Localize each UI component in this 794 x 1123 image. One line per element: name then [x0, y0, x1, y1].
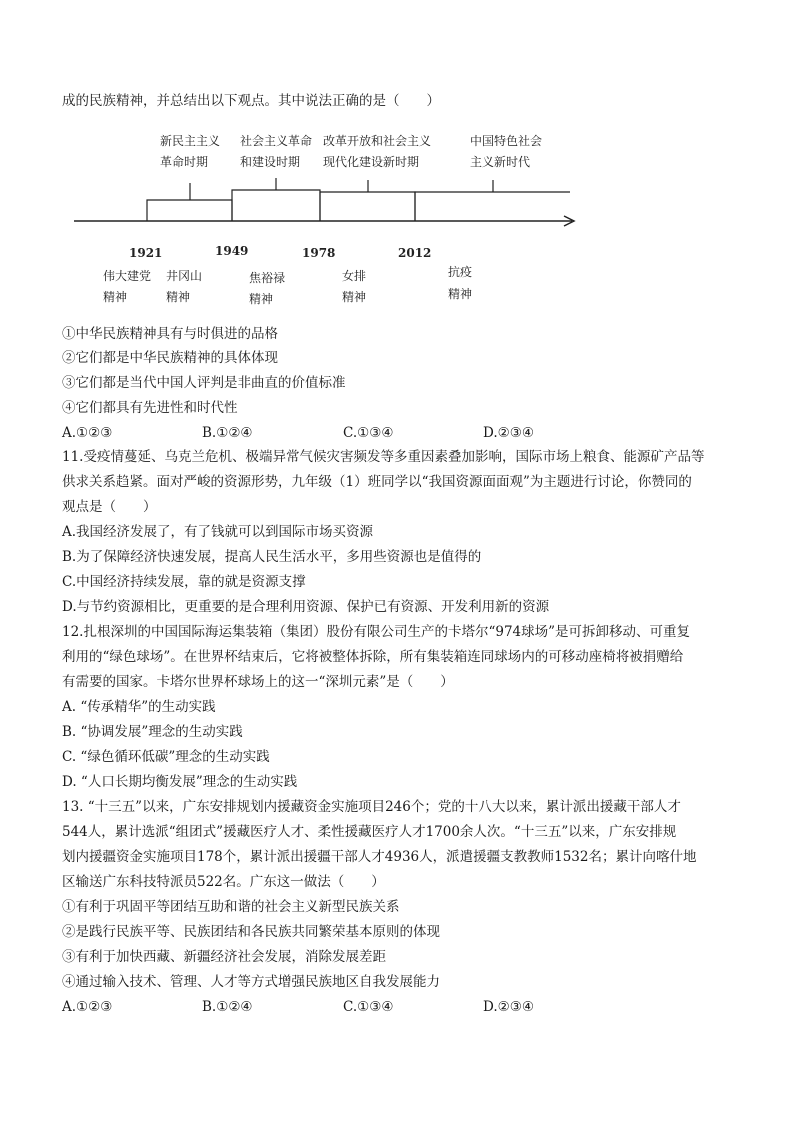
period-label-line1: 新民主主义: [160, 134, 221, 148]
year-label: 1978: [302, 246, 336, 260]
question-10-intro: 成的民族精神，并总结出以下观点。其中说法正确的是（ ）: [62, 93, 440, 109]
answer-option[interactable]: D. “人口长期均衡发展”理念的生动实践: [62, 774, 298, 790]
question-13-stem: 13. “十三五”以来，广东安排规划内援藏资金实施项目246个；党的十八大以来，累计派出援藏干部人才: [62, 799, 681, 815]
question-13-stem: 区输送广东科技特派员522名。广东这一做法（ ）: [62, 874, 385, 890]
answer-option[interactable]: A.①②③: [62, 425, 113, 441]
question-12-stem: 12.扎根深圳的中国国际海运集装箱（集团）股份有限公司生产的卡塔尔“974球场”是可拆卸移动、可重复: [62, 624, 691, 640]
question-11-stem: 11.受疫情蔓延、乌克兰危机、极端异常气候灾害频发等多重因素叠加影响，国际市场上粮食、能源矿产品等: [62, 449, 705, 465]
answer-option[interactable]: C.①③④: [343, 425, 394, 441]
question-12-stem: 有需要的国家。卡塔尔世界杯球场上的这一“深圳元素”是（ ）: [62, 674, 454, 690]
answer-option[interactable]: C. “绿色循环低碳”理念的生动实践: [62, 749, 270, 765]
year-label: 2012: [398, 246, 432, 260]
statement: ②它们都是中华民族精神的具体体现: [62, 350, 278, 366]
spirit-label-line2: 精神: [249, 292, 274, 306]
spirit-label-line1: 抗疫: [448, 265, 473, 279]
spirit-label-line2: 精神: [166, 290, 191, 304]
spirit-label-line1: 井冈山: [166, 269, 203, 283]
period-bracket-reform-opening: [320, 180, 415, 221]
answer-option[interactable]: C.①③④: [343, 999, 394, 1015]
statement: ②是践行民族平等、民族团结和各民族共同繁荣基本原则的体现: [62, 924, 440, 940]
statement: ③它们都是当代中国人评判是非曲直的价值标准: [62, 375, 346, 391]
question-11-stem: 观点是（ ）: [62, 499, 157, 515]
spirit-label-line2: 精神: [448, 287, 473, 301]
statement: ①有利于巩固平等团结互助和谐的社会主义新型民族关系: [62, 899, 400, 915]
statement: ④通过输入技术、管理、人才等方式增强民族地区自我发展能力: [62, 974, 440, 990]
period-label-line1: 改革开放和社会主义: [323, 134, 432, 148]
answer-option[interactable]: B.①②④: [202, 425, 253, 441]
spirit-label-line2: 精神: [342, 290, 367, 304]
answer-option[interactable]: B.为了保障经济快速发展，提高人民生活水平，多用些资源也是值得的: [62, 549, 482, 565]
answer-option[interactable]: C.中国经济持续发展，靠的就是资源支撑: [62, 574, 306, 590]
spirit-label-line2: 精神: [103, 290, 128, 304]
spirit-label-line1: 焦裕禄: [249, 271, 286, 285]
answer-option[interactable]: D.②③④: [483, 999, 534, 1015]
period-label-line2: 革命时期: [160, 155, 209, 169]
statement: ③有利于加快西藏、新疆经济社会发展，消除发展差距: [62, 949, 386, 965]
period-bracket-new-democratic: [147, 183, 232, 221]
period-label-line2: 和建设时期: [240, 155, 301, 169]
year-label: 1949: [215, 244, 249, 258]
answer-option[interactable]: D.②③④: [483, 425, 534, 441]
question-13-stem: 544人，累计选派“组团式”援藏医疗人才、柔性援藏医疗人才1700余人次。“十三五”以来，广东安排规: [62, 824, 677, 840]
answer-option[interactable]: A.①②③: [62, 999, 113, 1015]
answer-option[interactable]: B. “协调发展”理念的生动实践: [62, 724, 243, 740]
answer-option[interactable]: D.与节约资源相比，更重要的是合理利用资源、保护已有资源、开发利用新的资源: [62, 599, 550, 615]
answer-option[interactable]: B.①②④: [202, 999, 253, 1015]
period-bracket-socialist-construction: [232, 178, 320, 221]
year-label: 1921: [129, 246, 163, 260]
period-label-line1: 社会主义革命: [240, 134, 313, 148]
period-label-line2: 主义新时代: [470, 155, 531, 169]
spirit-label-line1: 女排: [342, 269, 367, 283]
question-12-stem: 利用的“绿色球场”。在世界杯结束后，它将被整体拆除，所有集装箱连同球场内的可移动座椅将被捐赠给: [62, 649, 684, 665]
answer-option[interactable]: A. “传承精华”的生动实践: [62, 699, 216, 715]
timeline-diagram: [60, 120, 600, 315]
statement: ①中华民族精神具有与时俱进的品格: [62, 326, 278, 342]
period-label-line2: 现代化建设新时期: [323, 155, 420, 169]
answer-option[interactable]: A.我国经济发展了，有了钱就可以到国际市场买资源: [62, 524, 374, 540]
period-bracket-new-era: [415, 180, 570, 221]
question-13-stem: 划内援疆资金实施项目178个，累计派出援疆干部人才4936人，派遣援疆支教教师1532名；累计向喀什地: [62, 849, 697, 865]
spirit-label-line1: 伟大建党: [103, 269, 152, 283]
statement: ④它们都具有先进性和时代性: [62, 400, 238, 416]
period-label-line1: 中国特色社会: [470, 134, 543, 148]
question-11-stem: 供求关系趋紧。面对严峻的资源形势，九年级（1）班同学以“我国资源面面观”为主题进行讨论，你赞同的: [62, 474, 692, 490]
